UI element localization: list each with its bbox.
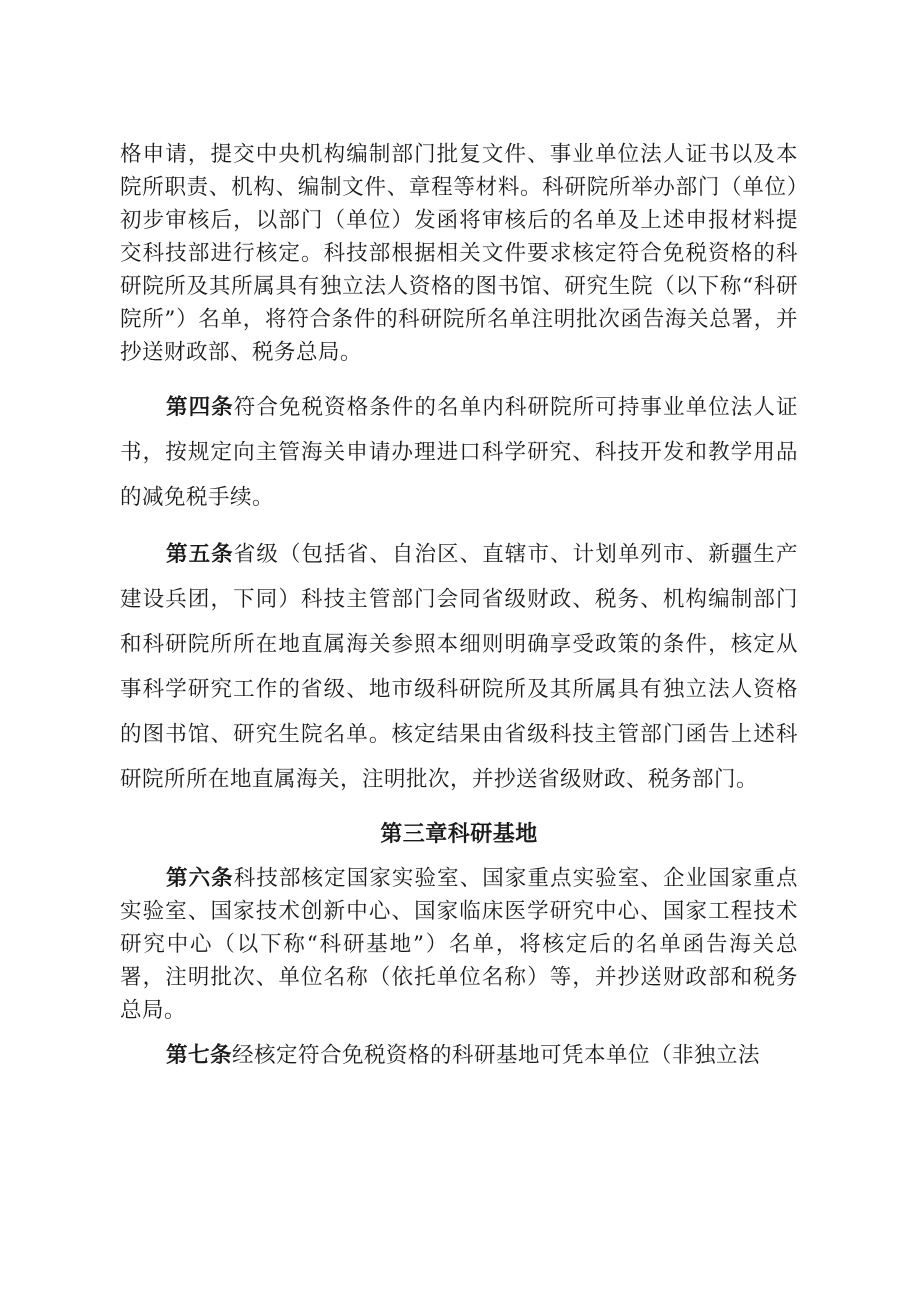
article-4-label: 第四条 [166,395,234,420]
article-4-text: 符合免税资格条件的名单内科研院所可持事业单位法人证书，按规定向主管海关申请办理进口科学研究、科技开发和教学用品的减免税手续。 [120,395,798,510]
article-6-label: 第六条 [166,866,234,891]
article-5-text: 省级（包括省、自治区、直辖市、计划单列市、新疆生产建设兵团，下同）科技主管部门会同省级财政、税务、机构编制部门和科研院所所在地直属海关参照本细则明确享受政策的条件，核定从事科学研究工作的省级、地市级科研院所及其所属具有独立法人资格的图书馆、研究生院名单。核定结果由省级科技主管部门函告上述科研院所所在地直属海关，注明批次，并抄送省级财政、税务部门。 [120,542,798,792]
article-6-text: 科技部核定国家实验室、国家重点实验室、企业国家重点实验室、国家技术创新中心、国家临床医学研究中心、国家工程技术研究中心（以下称“科研基地”）名单，将核定后的名单函告海关总署，注明批次、单位名称（依托单位名称）等，并抄送财政部和税务总局。 [120,866,798,1023]
article-4 [120,385,798,520]
chapter-heading: 第三章科研基地 [380,822,538,847]
article-7-text: 经核定符合免税资格的科研基地可凭本单位（非独立法 [232,1043,761,1068]
article-5 [120,532,798,802]
article-7-label: 第七条 [166,1043,233,1068]
article-6 [120,862,798,1027]
document-page [120,138,798,1072]
paragraph-continuation: 格申请，提交中央机构编制部门批复文件、事业单位法人证书以及本院所职责、机构、编制文件、章程等材料。科研院所举办部门（单位）初步审核后，以部门（单位）发函将审核后的名单及上述申报材料提交科技部进行核定。科技部根据相关文件要求核定符合免税资格的科研院所及其所属具有独立法人资格的图书馆、研究生院（以下称“科研院所”）名单，将符合条件的科研院所名单注明批次函告海关总署，并抄送财政部、税务总局。 [120,142,798,365]
article-7 [120,1039,798,1072]
article-5-label: 第五条 [166,542,234,567]
